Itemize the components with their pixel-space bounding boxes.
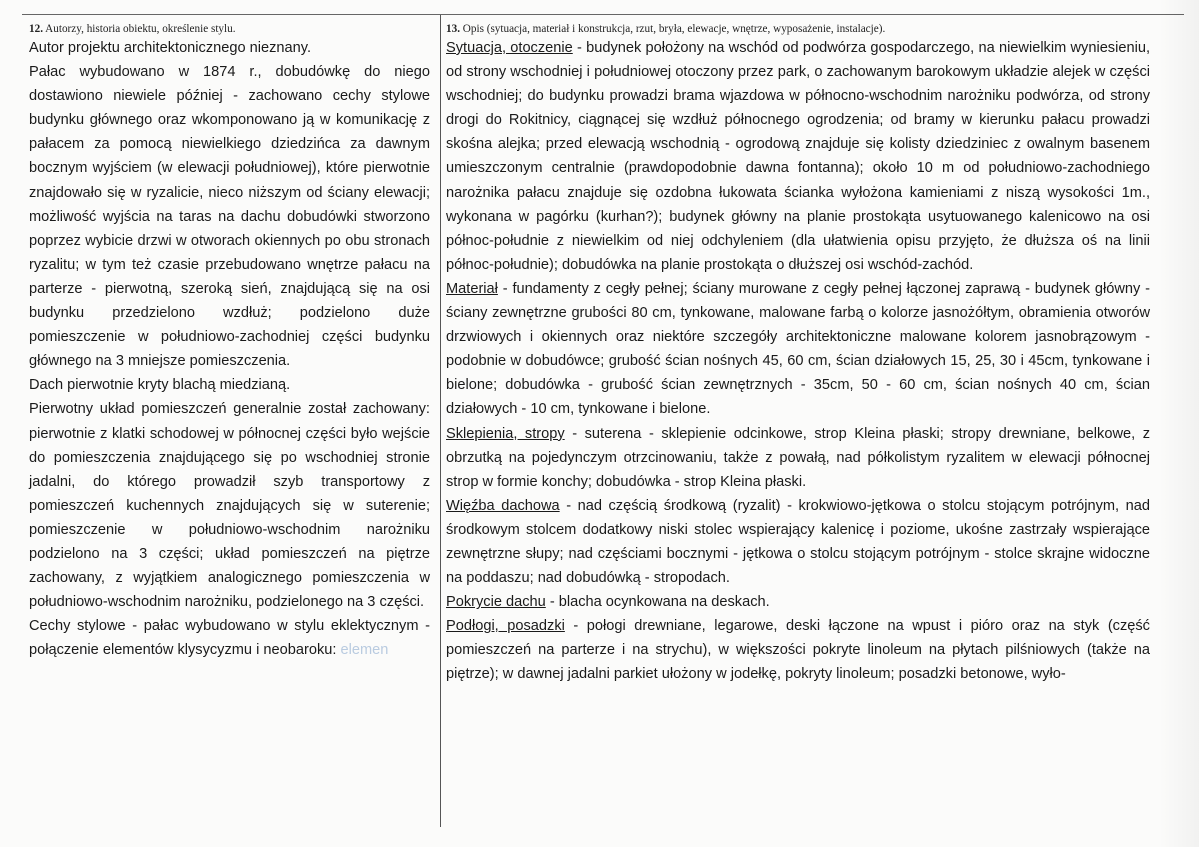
left-paragraph: Autor projektu architektonicznego nieznany. <box>29 40 312 56</box>
right-heading <box>446 14 1150 36</box>
section-text: - nad częścią środkową (ryzalit) - krokwiowo-jętkowa o stolcu stojącym potrójnym, nad środkowym stolcem dodatkowy niski stolec wspierający kalenicę i poziome, ukośne zastrzały wspierające zewnętrzne słupy; nad częściami bocznymi - jętkowa o stolcu stojącym potrójnym - stolce skrajne widoczne na poddaszu; nad dobudówką - stropodach. <box>446 497 1151 587</box>
left-last-text: Cechy stylowe - pałac wybudowano w stylu eklektycznym - połączenie elementów klysycyzmu i neobaroku: <box>29 618 430 659</box>
section-text: - połogi drewniane, legarowe, deski łączone na wpust i pióro oraz na styk (część pomieszczeń na parterze i na strychu), w większości pokryte linoleum na płytach pilśniowych (także na piętrze); w dawnej jadalni parkiet ułożony w jodełkę, pokryty linoleum; posadzki betonowe, wyło- <box>446 618 1150 683</box>
left-paragraph: Pierwotny układ pomieszczeń generalnie został zachowany: pierwotnie z klatki schodowej w północnej części było wejście do pomieszczenia znajdującego się po wschodniej stronie jadalni, do którego prowadził szyb transportowy z pomieszczeń kuchennych znajdujących się w suterenie; pomieszczenie w południowo-wschodnim narożniku podzielono na 3 części; układ pomieszczeń na piętrze zachowany, z wyjątkiem analogicznego pomieszczenia w południowo-wschodnim narożniku, podzielonego na 3 części. <box>29 401 430 611</box>
left-heading <box>29 14 430 36</box>
section-label: Pokrycie dachu <box>446 594 546 611</box>
left-paragraph: Pałac wybudowano w 1874 r., dobudówkę do niego dostawiono niewiele później - zachowano cechy stylowe budynku głównego oraz wkomponowano ją w komunikację z pałacem za pomocą niewielkiego dziedzińca za dawnym bocznym wyjściem (w elewacji południowej), które pierwotnie znajdowało się w ryzalicie, nieco niższym od ściany elewacji; możliwość wyjścia na taras na dachu dobudówki stworzono poprzez wybicie drzwi w otworach okiennych po obu stronach ryzalitu; w tym też czasie przebudowano wnętrze pałacu na parterze - pierwotną, szeroką sień, znajdującą się na osi budynku przedzielono wzdłuż; podzielono duże pomieszczenie w południowo-zachodniej części budynku głównego na 3 mniejsze pomieszczenia. <box>29 64 430 370</box>
section-text: - fundamenty z cegły pełnej; ściany murowane z cegły pełnej łączonej zaprawą - budynek główny - ściany zewnętrzne grubości 80 cm, tynkowane, malowane farbą o kolorze jasnożółtym, obramienia otworów drzwiowych i okiennych oraz niektóre szczegóły architektoniczne malowane kolorem jasnobrązowym - podobnie w dobudówce; grubość ścian nośnych 45, 60 cm, ścian działowych 15, 25, 30 i 45cm, tynkowane i bielone; dobudówka - grubość ścian zewnętrznych - 35cm, 50 - 60 cm, ścian nośnych 40 cm, ścian działowych - 10 cm, tynkowane i bielone. <box>446 280 1150 418</box>
section-label: Sklepienia, stropy <box>446 425 565 442</box>
left-paragraph-last <box>29 614 430 662</box>
section-text: - suterena - sklepienie odcinkowe, strop Kleina płaski; stropy drewniane, belkowe, z obrzutką na pojedynczym otrzcinowaniu, także z powałą, nad półkolistym ryzalitem w elewacji północnej strop w formie konchy; dobudówka - strop Kleina płaski. <box>446 425 1150 490</box>
right-body <box>446 36 1150 687</box>
section-roofing <box>446 590 1150 614</box>
section-roof-truss <box>446 494 1150 590</box>
section-floors <box>446 614 1150 686</box>
section-material <box>446 277 1150 422</box>
left-heading-text: Autorzy, historia obiektu, określenie stylu. <box>45 23 236 35</box>
section-label: Sytuacja, otoczenie <box>446 40 573 56</box>
column-divider <box>440 15 441 827</box>
right-heading-number: 13. <box>446 23 460 35</box>
scan-edge-shadow <box>1159 0 1199 847</box>
left-heading-number: 12. <box>29 23 43 35</box>
right-heading-text: Opis (sytuacja, materiał i konstrukcja, rzut, bryła, elewacje, wnętrze, wyposażenie, instalacje). <box>462 23 886 35</box>
section-vaults <box>446 422 1150 494</box>
right-column <box>446 14 1150 687</box>
section-label: Materiał <box>446 280 498 297</box>
left-body <box>29 36 430 662</box>
section-text: - budynek położony na wschód od podwórza gospodarczego, na niewielkim wyniesieniu, od strony wschodniej i południowej otoczony przez park, o zachowanym barokowym układzie alejek w części wschodniej; do budynku prowadzi brama wjazdowa w północno-wschodnim narożniku podwórza, od strony drogi do Rokitnicy, ciągnącej się wzdłuż północnego ogrodzenia; od bramy w kierunku pałacu prowadzi skośna alejka; przed elewacją wschodnią - ogrodową znajduje się kolisty dziedziniec z owalnym basenem umieszczonym centralnie (prawdopodobnie dawna fontanna); około 10 m od południowo-zachodniego narożnika pałacu znajduje się ozdobna łukowata ścianka wyłożona kamieniami z niszą wysokości 1m., wykonana w pagórku (kurhan?); budynek główny na planie prostokąta usytuowanego kalenicowo na osi północ-południe z niewielkim od niej odchyleniem (dla ułatwienia opisu przyjęto, że dłuższa oś na linii północ-południe); dobudówka na planie prostokąta o dłuższej osi wschód-zachód. <box>446 40 1150 273</box>
section-label: Więźba dachowa <box>446 497 560 514</box>
section-label: Podłogi, posadzki <box>446 618 565 635</box>
section-text: - blacha ocynkowana na deskach. <box>545 594 770 611</box>
section-situation <box>446 36 1150 277</box>
left-paragraph: Dach pierwotnie kryty blachą miedzianą. <box>29 377 291 394</box>
left-column <box>29 14 430 662</box>
left-last-faded: elemen <box>340 642 389 659</box>
